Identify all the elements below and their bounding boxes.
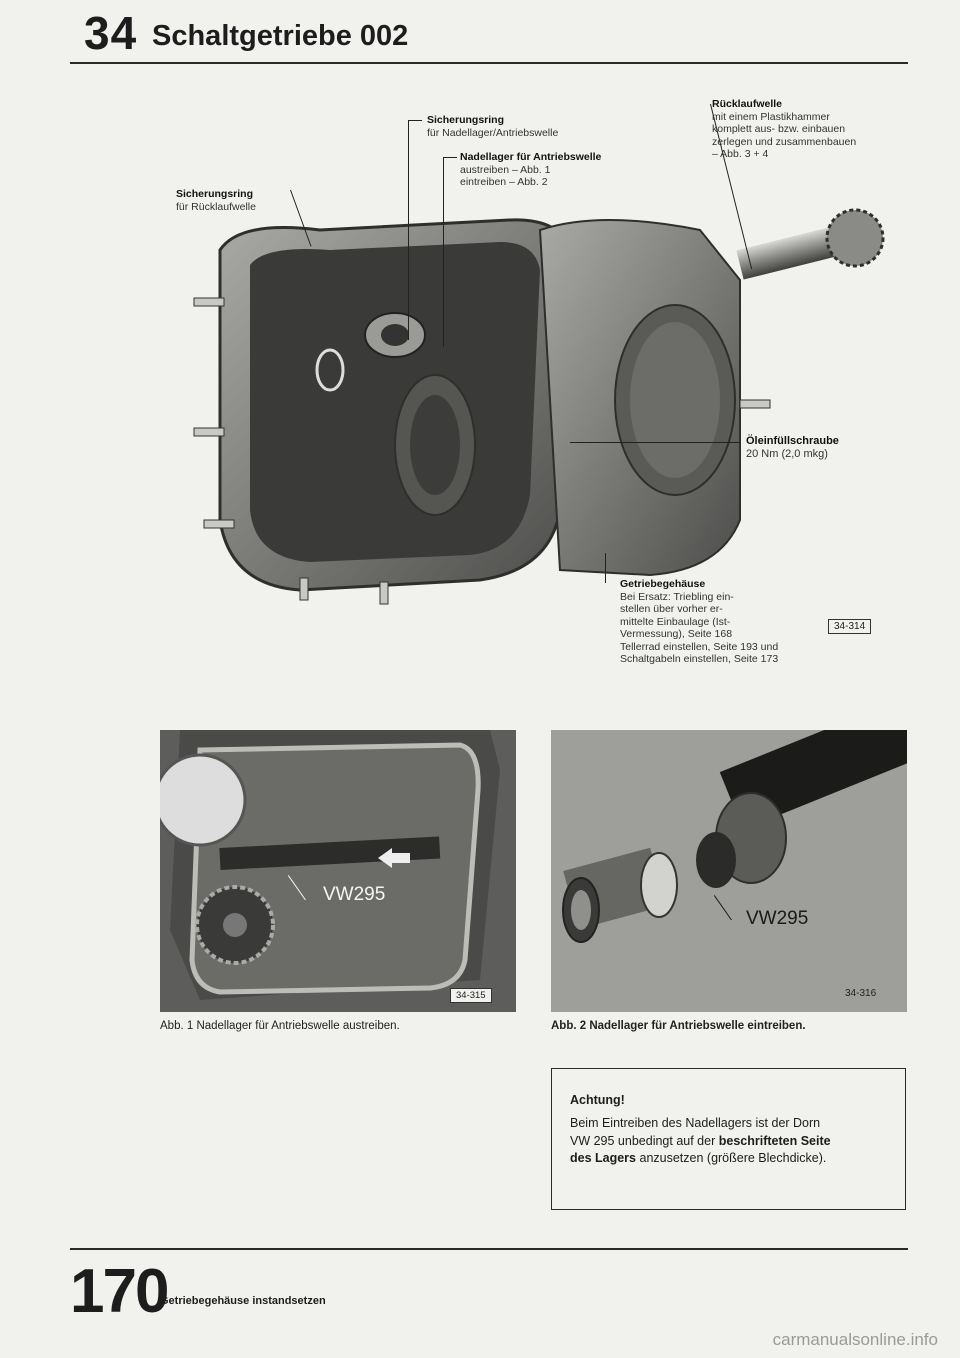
leader-line — [605, 553, 606, 583]
label-ruecklaufwelle: Rücklaufwelle mit einem Plastikhammer komplett aus- bzw. einbauen zerlegen und zusammenbauen – Abb. 3 + 4 — [712, 98, 857, 160]
figure-2-caption: Abb. 2 Nadellager für Antriebswelle eintreiben. — [551, 1020, 806, 1032]
note-title: Achtung! — [570, 1093, 625, 1107]
tool-label: VW295 — [746, 908, 809, 929]
watermark: carmanualsonline.info — [772, 1330, 938, 1349]
header-rule — [70, 62, 908, 64]
leader-line — [408, 120, 409, 340]
footer-rule — [70, 1248, 908, 1250]
leader-line — [570, 442, 740, 443]
figure-1-illustration — [160, 730, 516, 1012]
leader-line — [408, 120, 422, 121]
label-oeleinfuellschraube: Öleinfüllschraube 20 Nm (2,0 mkg) — [746, 435, 839, 460]
figure-id-tag: 34-314 — [828, 619, 871, 634]
label-getriebegehaeuse: Getriebegehäuse Bei Ersatz: Triebling ein- stellen über vorher er- mittelte Einbaulage (Ist- Vermessung), Seite 168 Tellerrad einstellen, Seite 193 und Schaltgabeln einstellen, Seite 173 — [620, 578, 779, 665]
figure-1-caption: Abb. 1 Nadellager für Antriebswelle austreiben. — [160, 1020, 400, 1032]
figure-1-photo — [160, 730, 516, 1012]
label-nadellager: Nadellager für Antriebswelle austreiben – Abb. 1 eintreiben – Abb. 2 — [460, 151, 602, 188]
warning-note-box — [551, 1068, 906, 1210]
figure-id-tag: 34-316 — [845, 988, 877, 999]
leader-line — [443, 157, 444, 347]
section-title: Getriebegehäuse instandsetzen — [160, 1295, 326, 1307]
gearbox-housing-illustration — [180, 190, 900, 610]
figure-id-tag: 34-315 — [450, 988, 492, 1003]
page-title: Schaltgetriebe 002 — [152, 20, 409, 52]
label-sicherungsring-ruecklaufwelle: Sicherungsring für Rücklaufwelle — [176, 188, 256, 213]
tool-label: VW295 — [323, 884, 386, 905]
page-number: 170 — [70, 1257, 168, 1326]
leader-line — [443, 157, 457, 158]
note-body: Beim Eintreiben des Nadellagers ist der Dorn VW 295 unbedingt auf der beschrifteten Seite des Lagers anzusetzen (größere Blechdicke). — [570, 1116, 831, 1165]
chapter-number: 34 — [84, 7, 138, 59]
figure-2-illustration — [551, 730, 907, 1012]
figure-2-photo — [551, 730, 907, 1012]
label-sicherungsring-antriebswelle: Sicherungsring für Nadellager/Antriebswelle — [427, 114, 559, 139]
